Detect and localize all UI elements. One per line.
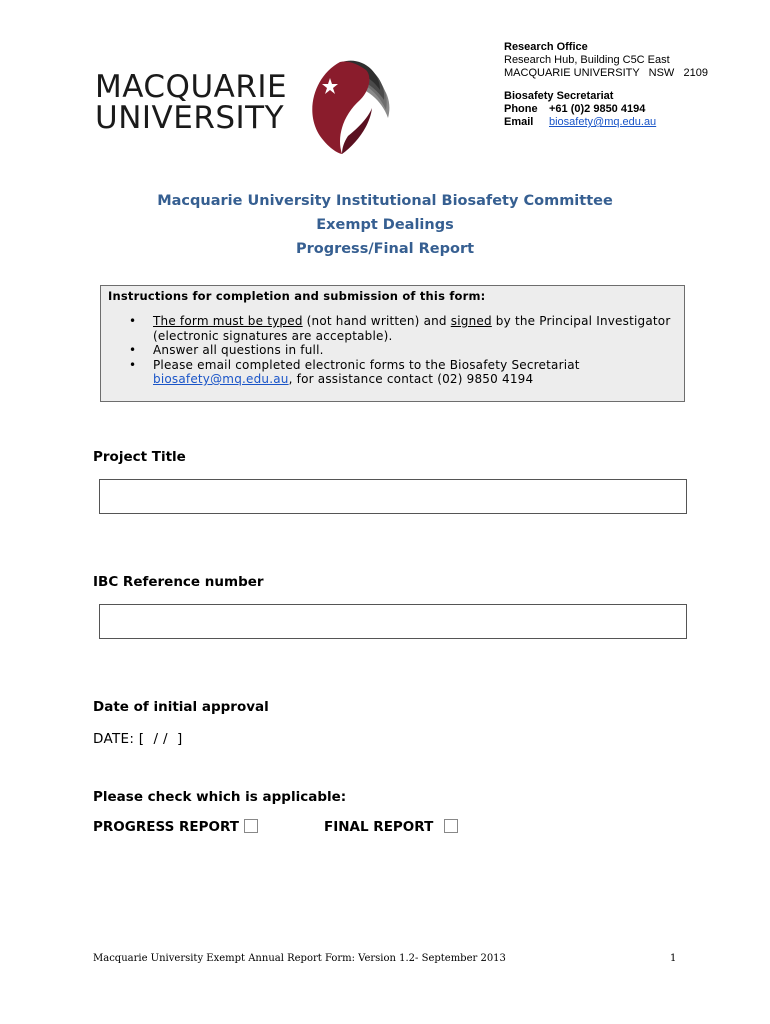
progress-report-option[interactable] [93,819,258,835]
secretariat-name: Biosafety Secretariat [504,90,614,102]
email-row [504,116,708,129]
address-line-1: Research Hub, Building C5C East [504,54,670,66]
email-link[interactable]: biosafety@mq.edu.au [549,116,657,128]
instruction-text: Answer all questions in full. [153,343,324,357]
logo-line-1: MACQUARIE [95,69,288,105]
title-line-2: Exempt Dealings [316,217,454,233]
final-report-option[interactable] [324,819,458,835]
university-emblem-icon [300,56,405,156]
page-number: 1 [670,953,677,964]
instruction-email-link[interactable]: biosafety@mq.edu.au [153,372,289,386]
university-logo-text [95,69,288,136]
bullet-icon: • [129,314,137,328]
instruction-text: (not hand written) and [302,314,451,328]
final-report-label: FINAL REPORT [324,819,434,835]
instruction-text: , for assistance contact (02) 9850 4194 [288,372,534,386]
footer-text: Macquarie University Exempt Annual Report Form: Version 1.2- September 2013 [93,953,506,964]
instruction-typed: The form must be typed [153,314,303,328]
list-item [101,314,681,343]
phone-row [504,103,708,116]
instructions-box [100,285,685,402]
progress-report-checkbox[interactable] [244,819,258,833]
email-label: Email [504,116,534,128]
contact-block [504,41,708,129]
office-name: Research Office [504,41,588,53]
list-item [101,343,681,358]
instruction-signed: signed [450,314,492,328]
instructions-heading: Instructions for completion and submission of this form: [108,289,486,303]
approval-date-label: Date of initial approval [93,699,269,715]
final-report-checkbox[interactable] [444,819,458,833]
logo-line-2: UNIVERSITY [95,100,285,136]
approval-date-text: DATE: [ / / ] [93,731,183,747]
ibc-reference-label: IBC Reference number [93,574,264,590]
progress-report-label: PROGRESS REPORT [93,819,239,835]
instructions-list [101,314,681,387]
title-line-1: Macquarie University Institutional Biosafety Committee [157,193,613,209]
phone-number: +61 (0)2 9850 4194 [549,103,646,115]
title-line-3: Progress/Final Report [295,241,475,257]
bullet-icon: • [129,357,137,372]
check-applicable-label: Please check which is applicable: [93,789,347,805]
address-line-2: MACQUARIE UNIVERSITY NSW 2109 [504,67,708,79]
bullet-icon: • [129,343,137,357]
project-title-field[interactable] [99,479,687,514]
phone-label: Phone [504,103,538,115]
approval-date-field[interactable] [93,731,183,747]
instruction-text: Please email completed electronic forms to the Biosafety Secretariat [153,357,580,372]
instruction-text: by the Principal Investigator (electronic signatures are acceptable). [153,314,671,343]
list-item [101,358,681,387]
document-title [0,189,770,261]
ibc-reference-field[interactable] [99,604,687,639]
project-title-label: Project Title [93,449,186,465]
